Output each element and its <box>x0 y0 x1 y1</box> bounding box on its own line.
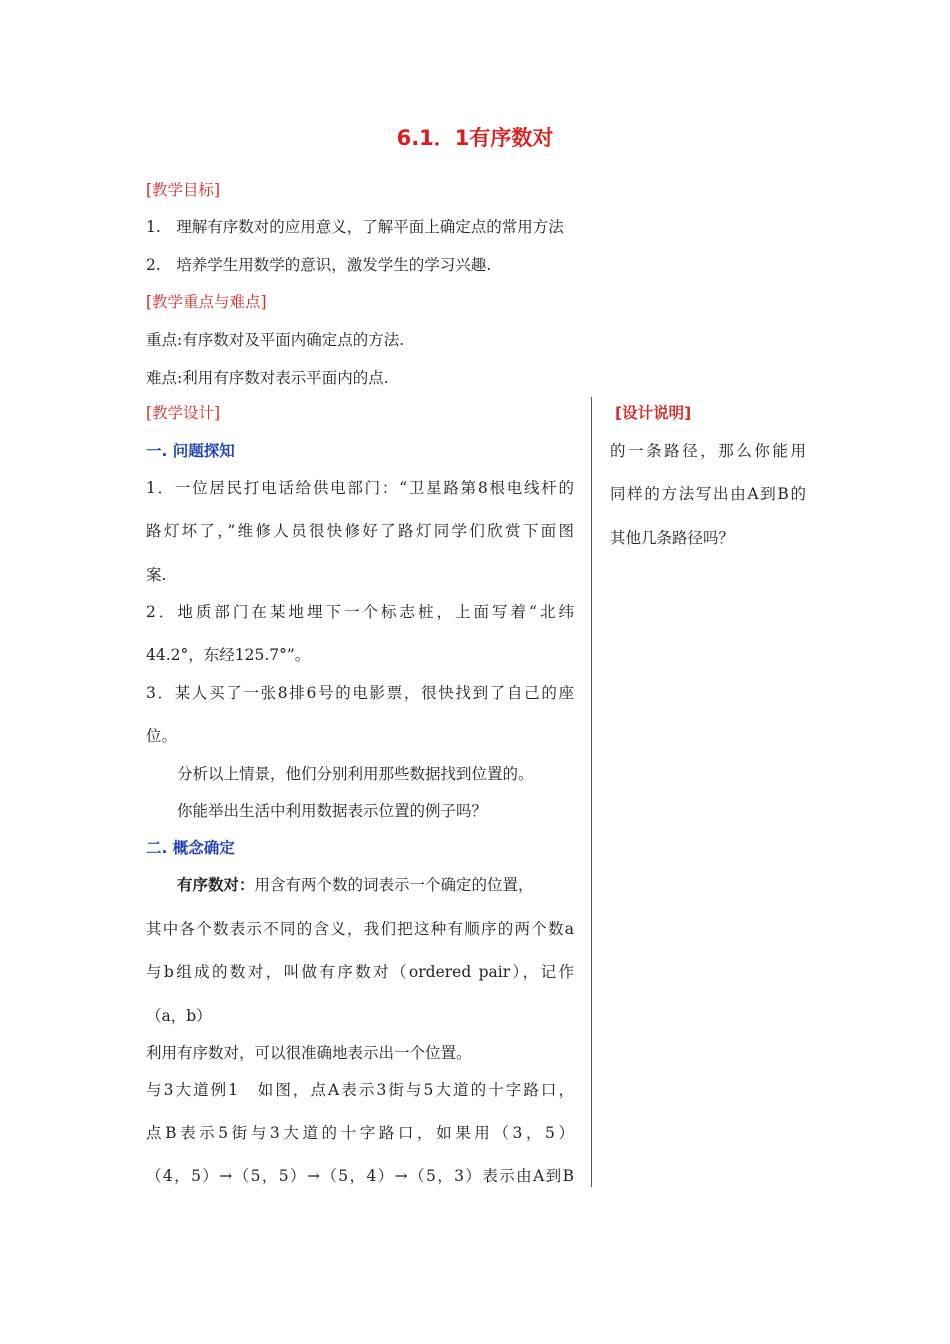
section2-title: 二. 概念确定 <box>146 839 235 857</box>
example-line2: 点B表示5街与3大道的十字路口，如果用（3，5） <box>146 1124 574 1142</box>
scenario3-line1: 3．某人买了一张8排6号的电影票，很快找到了自己的座 <box>146 684 574 702</box>
section1-title: 一. 问题探知 <box>146 442 235 460</box>
column-divider <box>591 397 592 1187</box>
question-2: 你能举出生活中利用数据表示位置的例子吗？ <box>177 802 488 820</box>
focus-difficulty: 难点:利用有序数对表示平面内的点. <box>146 369 389 387</box>
objectives-header: [教学目标] <box>146 181 221 199</box>
definition-text: 用含有两个数的词表示一个确定的位置， <box>254 876 534 894</box>
example-line1: 与3大道例1 如图，点A表示3街与5大道的十字路口， <box>146 1081 574 1099</box>
focus-key-point: 重点:有序数对及平面内确定点的方法. <box>146 331 405 349</box>
question-1: 分析以上情景，他们分别利用那些数据找到位置的。 <box>177 765 534 783</box>
definition-notation: （a，b） <box>146 1007 212 1025</box>
notes-line2: 同样的方法写出由A到B的 <box>610 485 806 503</box>
notes-line1: 的一条路径，那么你能用 <box>610 442 806 460</box>
objective-item-1: 1. 理解有序数对的应用意义，了解平面上确定点的常用方法 <box>146 218 564 236</box>
focus-header: [教学重点与难点] <box>146 293 267 311</box>
example-line3: （4，5）→（5，5）→（5，4）→（5，3）表示由A到B <box>146 1167 574 1185</box>
design-header: [教学设计] <box>146 404 221 422</box>
usage-sentence: 利用有序数对，可以很准确地表示出一个位置。 <box>146 1044 472 1062</box>
scenario3-line2: 位。 <box>146 727 178 745</box>
page-title: 6.1．1有序数对 <box>396 126 554 150</box>
scenario2-line1: 2．地质部门在某地埋下一个标志桩，上面写着“北纬 <box>146 603 574 621</box>
notes-line3: 其他几条路径吗？ <box>610 529 735 547</box>
definition-line1 <box>177 873 534 895</box>
definition-line2: 其中各个数表示不同的含义，我们把这种有顺序的两个数a <box>146 920 574 938</box>
scenario1-line3: 案. <box>146 566 167 584</box>
scenario2-line2: 44.2°，东经125.7°”。 <box>146 646 311 664</box>
scenario1-line2: 路灯坏了，”维修人员很快修好了路灯同学们欣赏下面图 <box>146 522 574 540</box>
definition-line3: 与b组成的数对，叫做有序数对（ordered pair），记作 <box>146 963 574 981</box>
scenario1-line1: 1．一位居民打电话给供电部门：“卫星路第8根电线杆的 <box>146 479 574 497</box>
objective-item-2: 2. 培养学生用数学的意识，激发学生的学习兴趣. <box>146 256 492 274</box>
definition-term: 有序数对： <box>177 876 255 894</box>
notes-header: [设计说明] <box>615 404 692 422</box>
